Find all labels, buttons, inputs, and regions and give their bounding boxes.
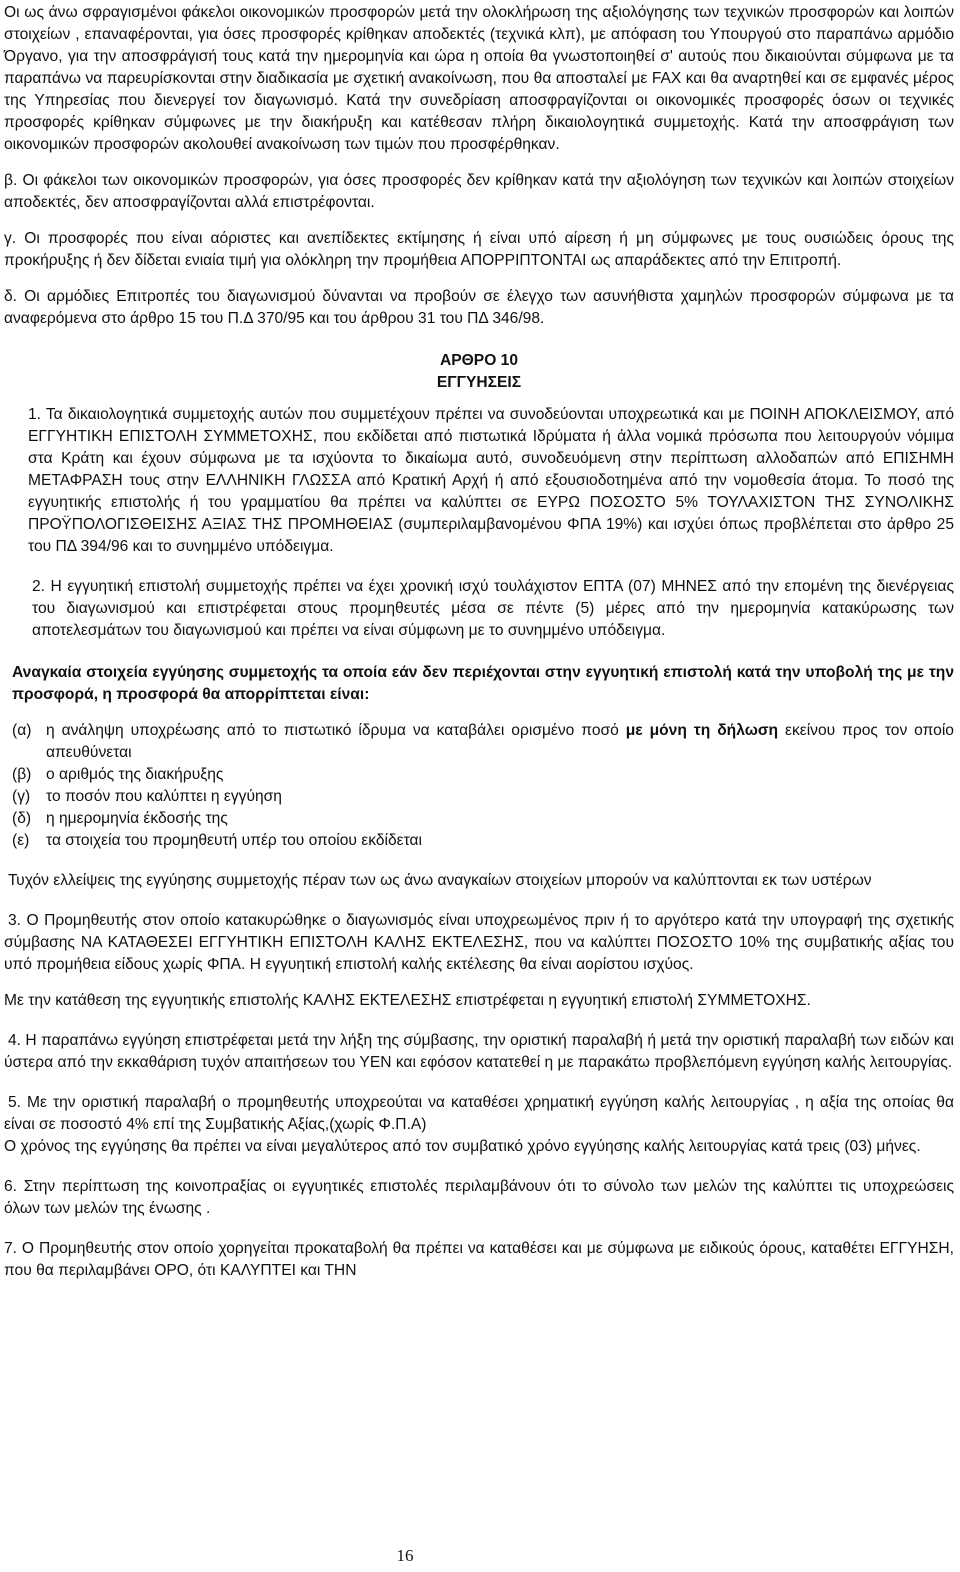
section-5-continued: Ο χρόνος της εγγύησης θα πρέπει να είναι μεγαλύτερος από τον συμβατικό χρόνο εγγύησης καλής λειτουργίας κατά τρεις (03) μήνες.	[4, 1138, 921, 1155]
paragraph-beta: β. Οι φάκελοι των οικονομικών προσφορών, για όσες προσφορές δεν κρίθηκαν κατά την αξιολόγηση των τεχνικών και λοιπών στοιχείων αποδεκτές, δεν αποσφραγίζονται αλλά επιστρέφονται.	[4, 172, 954, 211]
list-item-e	[12, 830, 954, 852]
list-label: (γ)	[12, 788, 31, 805]
list-item-b	[12, 764, 954, 786]
list-item-d	[12, 808, 954, 830]
paragraph-delta: δ. Οι αρμόδιες Επιτροπές του διαγωνισμού δύνανται να προβούν σε έλεγχο των ασυνήθιστα χαμηλών προσφορών σύμφωνα με τα αναφερόμενα στο άρθρο 15 του Π.Δ 370/95 και του άρθρου 31 του ΠΔ 346/98.	[4, 288, 954, 327]
list-label: (ε)	[12, 832, 30, 849]
section-3-continued: Με την κατάθεση της εγγυητικής επιστολής ΚΑΛΗΣ ΕΚΤΕΛΕΣΗΣ επιστρέφεται η εγγυητική επιστολή ΣΥΜΜΕΤΟΧΗΣ.	[4, 992, 811, 1009]
article-number: ΑΡΘΡΟ 10	[440, 352, 518, 369]
article-title: ΕΓΓΥΗΣΕΙΣ	[436, 374, 522, 391]
section-5: 5. Με την οριστική παραλαβή ο προμηθευτής υποχρεούται να καταθέσει χρηματική εγγύηση καλής λειτουργίας , η αξία της οποίας θα είναι σε ποσοστό 4% επί της Συμβατικής Αξίας,(χωρίς Φ.Π.Α)	[4, 1094, 954, 1133]
list-text: ο αριθμός της διακήρυξης	[46, 766, 224, 783]
page-number: 16	[396, 1546, 414, 1565]
list-item-a	[12, 720, 954, 764]
list-text: το ποσόν που καλύπτει η εγγύηση	[46, 788, 282, 805]
list-label: (α)	[12, 722, 32, 739]
required-elements-list	[4, 720, 954, 852]
section-6: 6. Στην περίπτωση της κοινοπραξίας οι εγγυητικές επιστολές περιλαμβάνουν ότι το σύνολο των μελών της καλύπτει τις υποχρεώσεις όλων των μελών της ένωσης .	[4, 1178, 954, 1217]
paragraph-opening: Οι ως άνω σφραγισμένοι φάκελοι οικονομικών προσφορών μετά την ολοκλήρωση της αξιολόγησης των τεχνικών προσφορών και λοιπών στοιχείων , επαναφέρονται, για όσες προσφορές κρίθηκαν αποδεκτές (τεχνικά κλπ), με απόφαση του Υπουργού στο παραπάνω αρμόδιο Όργανο, για την αποσφράγισή τους κατά την ημερομηνία και ώρα η οποία θα γνωστοποιηθεί σ' αυτούς που δικαιούνται σύμφωνα με τα παραπάνω να παρευρίσκονται στην διαδικασία με σχετική ανακοίνωση, που θα αποσταλεί με FAX και θα αναρτηθεί και σε εμφανές μέρος της Υπηρεσίας που διενεργεί τον διαγωνισμό. Κατά την συνεδρίαση αποσφραγίζονται οι οικονομικές προσφορές όσων οι τεχνικές προσφορές κρίθηκαν σύμφωνες με την διακήρυξη και κατέθεσαν πλήρη δικαιολογητικά συμμετοχής. Κατά την αποσφράγιση των οικονομικών προσφορών ακολουθεί ανακοίνωση των τιμών που προσφέρθηκαν.	[4, 4, 954, 153]
section-3: 3. Ο Προμηθευτής στον οποίο κατακυρώθηκε ο διαγωνισμός είναι υποχρεωμένος πριν ή το αργότερο κατά την υπογραφή της σχετικής σύμβασης ΝΑ ΚΑΤΑΘΕΣΕΙ ΕΓΓΥΗΤΙΚΗ ΕΠΙΣΤΟΛΗ ΚΑΛΗΣ ΕΚΤΕΛΕΣΗΣ, που να καλύπτει ΠΟΣΟΣΤΟ 10% της συμβατικής αξίας του υπό προμήθεια είδους χωρίς ΦΠΑ. Η εγγυητική επιστολή καλής εκτέλεσης θα είναι αορίστου ισχύος.	[4, 912, 954, 973]
list-text: η ανάληψη υποχρέωσης από το πιστωτικό ίδρυμα να καταβάλει ορισμένο ποσό με μόνη τη δήλωση εκείνου προς τον οποίο απευθύνεται	[46, 722, 954, 761]
document-page	[4, 2, 954, 1282]
list-text: τα στοιχεία του προμηθευτή υπέρ του οποίου εκδίδεται	[46, 832, 423, 849]
list-label: (β)	[12, 766, 32, 783]
paragraph-gamma: γ. Οι προσφορές που είναι αόριστες και ανεπίδεκτες εκτίμησης ή είναι υπό αίρεση ή μη σύμφωνες με τους ουσιώδεις όρους της προκήρυξης ή δεν δίδεται ενιαία τιμή για ολόκληρη την προμήθεια ΑΠΟΡΡΙΠΤΟΝΤΑΙ ως απαράδεκτες από την Επιτροπή.	[4, 230, 954, 269]
section-7: 7. Ο Προμηθευτής στον οποίο χορηγείται προκαταβολή θα πρέπει να καταθέσει και με σύμφωνα με ειδικούς όρους, καταθέτει ΕΓΓΥΗΣΗ, που θα περιλαμβάνει ΟΡΟ, ότι ΚΑΛΥΠΤΕΙ και ΤΗΝ	[4, 1240, 954, 1279]
section-1: 1. Τα δικαιολογητικά συμμετοχής αυτών που συμμετέχουν πρέπει να συνοδεύονται υποχρεωτικά και με ΠΟΙΝΗ ΑΠΟΚΛΕΙΣΜΟΥ, από ΕΓΓΥΗΤΙΚΗ ΕΠΙΣΤΟΛΗ ΣΥΜΜΕΤΟΧΗΣ, που εκδίδεται από πιστωτικά Ιδρύματα ή άλλα νομικά πρόσωπα που λειτουργούν νόμιμα στα Κράτη και έχουν σύμφωνα με τα ισχύοντα το δικαίωμα αυτό, συνοδευόμενη στην περίπτωση αλλοδαπών από ΕΠΙΣΗΜΗ ΜΕΤΑΦΡΑΣΗ τους στην ΕΛΛΗΝΙΚΗ ΓΛΩΣΣΑ από Κρατική Αρχή ή από εξουσιοδοτημένα από την νομοθεσία άτομα. Το ποσό της εγγυητικής επιστολής ή του γραμματίου θα πρέπει να καλύπτει σε ΕΥΡΩ ΠΟΣΟΣΤΟ 5% ΤΟΥΛΑΧΙΣΤΟΝ ΤΗΣ ΣΥΝΟΛΙΚΗΣ ΠΡΟΫΠΟΛΟΓΙΣΘΕΙΣΗΣ ΑΞΙΑΣ ΤΗΣ ΠΡΟΜΗΘΕΙΑΣ (συμπεριλαμβανομένου ΦΠΑ 19%) και ισχύει όπως προβλέπεται στο άρθρο 25 του ΠΔ 394/96 και το συνημμένο υπόδειγμα.	[28, 406, 954, 555]
list-text: η ημερομηνία έκδοσής της	[46, 810, 228, 827]
required-elements-heading: Αναγκαία στοιχεία εγγύησης συμμετοχής τα οποία εάν δεν περιέχονται στην εγγυητική επιστολή κατά την υποβολή της με την προσφορά, η προσφορά θα απορρίπτεται είναι:	[12, 664, 954, 703]
section-2: 2. Η εγγυητική επιστολή συμμετοχής πρέπει να έχει χρονική ισχύ τουλάχιστον ΕΠΤΑ (07) ΜΗΝΕΣ από την επομένη της διενέργειας του διαγωνισμού και επιστρέφεται στους προμηθευτές μέσα σε πέντε (5) μέρες από την ημερομηνία κατακύρωσης των αποτελεσμάτων του διαγωνισμού και πρέπει να είναι σύμφωνη με το συνημμένο υπόδειγμα.	[32, 578, 954, 639]
guarantee-deficiencies-note: Τυχόν ελλείψεις της εγγύησης συμμετοχής πέραν των ως άνω αναγκαίων στοιχείων μπορούν να καλύπτονται εκ των υστέρων	[8, 872, 872, 889]
list-label: (δ)	[12, 810, 32, 827]
section-4: 4. Η παραπάνω εγγύηση επιστρέφεται μετά την λήξη της σύμβασης, την οριστική παραλαβή ή μετά την οριστική παραλαβή των ειδών και ύστερα από την εκκαθάριση τυχόν απαιτήσεων του ΥΕΝ και εφόσον κατατεθεί η με παρακάτω προβλεπόμενη εγγύηση καλής λειτουργίας.	[4, 1032, 954, 1071]
list-item-c	[12, 786, 954, 808]
